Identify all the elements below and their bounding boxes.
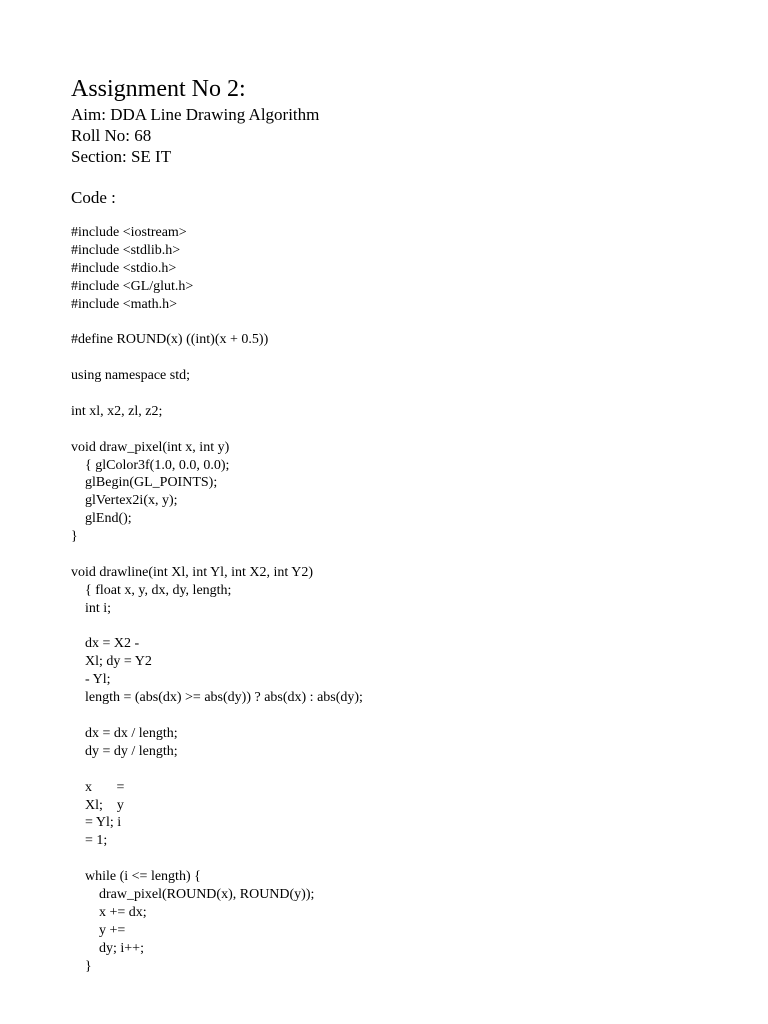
section-line: Section: SE IT: [71, 147, 172, 166]
code-label: Code :: [71, 188, 116, 207]
code-line: #include <math.h>: [71, 296, 177, 312]
code-line: [71, 385, 731, 403]
code-line: #include <stdio.h>: [71, 260, 177, 276]
code-line: #include <GL/glut.h>: [71, 278, 194, 294]
code-line: [71, 850, 731, 868]
code-block: [71, 224, 731, 975]
code-line: [71, 421, 731, 439]
code-line: [71, 761, 731, 779]
code-line: dx = X2 -: [71, 636, 140, 652]
code-line: = Yl; i: [71, 815, 122, 831]
code-line: while (i <= length) {: [71, 869, 201, 885]
code-line: glEnd();: [71, 511, 132, 527]
code-line: length = (abs(dx) >= abs(dy)) ? abs(dx) : abs(dy);: [71, 690, 363, 706]
code-line: dx = dx / length;: [71, 725, 178, 741]
code-line: }: [71, 529, 78, 545]
code-line: #include <stdlib.h>: [71, 242, 181, 258]
code-line: [71, 546, 731, 564]
document-page: [71, 75, 731, 975]
code-line: x =: [71, 779, 125, 795]
code-line: dy; i++;: [71, 940, 144, 956]
code-line: [71, 313, 731, 331]
code-line: [71, 618, 731, 636]
code-line: [71, 707, 731, 725]
code-line: { glColor3f(1.0, 0.0, 0.0);: [71, 457, 230, 473]
code-line: int xl, x2, zl, z2;: [71, 403, 163, 419]
code-line: glVertex2i(x, y);: [71, 493, 178, 509]
code-line: y +=: [71, 922, 126, 938]
code-line: #define ROUND(x) ((int)(x + 0.5)): [71, 332, 269, 348]
code-line: [71, 349, 731, 367]
document-title: Assignment No 2:: [71, 76, 246, 102]
aim-line: Aim: DDA Line Drawing Algorithm: [71, 105, 320, 124]
code-line: x += dx;: [71, 904, 147, 920]
code-line: }: [71, 958, 92, 974]
code-line: glBegin(GL_POINTS);: [71, 475, 218, 491]
code-line: int i;: [71, 600, 112, 616]
code-line: draw_pixel(ROUND(x), ROUND(y));: [71, 886, 315, 902]
code-line: Xl; dy = Y2: [71, 654, 152, 670]
code-line: #include <iostream>: [71, 225, 187, 240]
code-line: void draw_pixel(int x, int y): [71, 439, 230, 455]
code-line: = 1;: [71, 833, 108, 849]
code-line: Xl; y: [71, 797, 124, 813]
code-line: { float x, y, dx, dy, length;: [71, 582, 232, 598]
code-line: void drawline(int Xl, int Yl, int X2, int Y2): [71, 564, 313, 580]
code-line: - Yl;: [71, 672, 111, 688]
code-line: dy = dy / length;: [71, 743, 178, 759]
code-line: using namespace std;: [71, 368, 190, 384]
roll-number-line: Roll No: 68: [71, 126, 152, 145]
